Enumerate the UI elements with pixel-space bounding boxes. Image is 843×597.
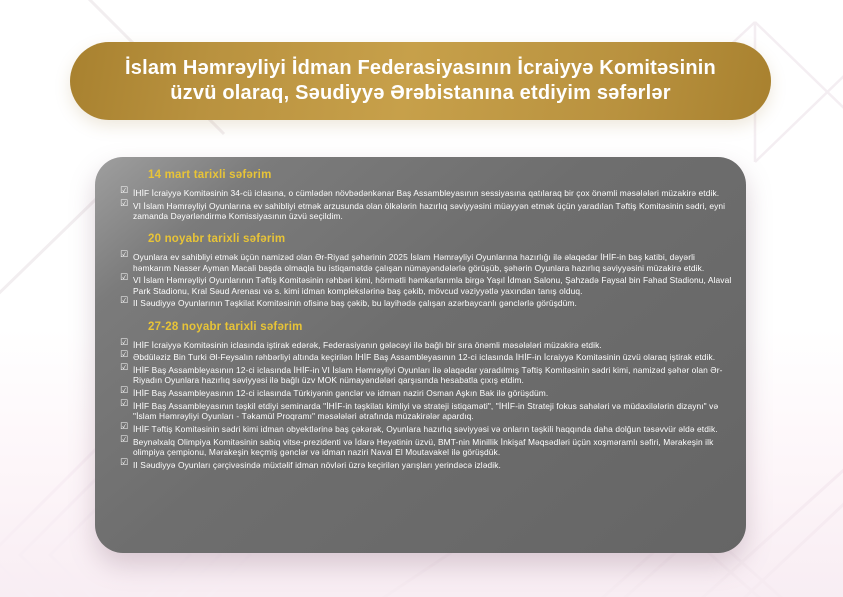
bullet-item [120,421,732,434]
checkbox-checked-icon: ☑ [120,457,129,468]
section-heading: 27-28 noyabr tarixli səfərim [148,320,303,333]
bullet-item [120,188,732,198]
checkbox-checked-icon: ☑ [120,273,129,284]
checkbox-checked-icon: ☑ [120,386,129,396]
bullet-text: İHİF Baş Assambleyasının 12-ci iclasında Türkiyənin gənclər və idman naziri Osman Aşkın Bak ilə görüşdüm. [133,388,549,398]
bullet-text: Əbdüləziz Bin Turki Əl-Feysalın rəhbərliyi altında keçirilən İHİF Baş Assambleyasının 12-ci iclasında İHİF-in İcraiyyə Komitəsinin üzvü olaraq iştirak etdik. [133,352,716,363]
trip-section [120,321,732,470]
bullet-item [120,434,732,458]
bullet-text: VI İslam Həmrəyliyi Oyunlarına ev sahibliyi etmək arzusunda olan ölkələrin hazırlıq səviyyəsini müəyyən etmək üçün yaradılan Təftiş Komitəsinin sədri, eyni zamanda Dəyərləndirmə Komissiyasının üzvü seçildim. [133,200,726,221]
bullet-item [120,275,732,296]
section-heading: 20 noyabr tarixli səfərim [148,233,286,246]
bullet-item [120,398,732,422]
section-heading: 14 mart tarixli səfərim [148,169,272,181]
bullet-item [120,252,732,273]
bullet-list [120,252,732,308]
trip-section [120,233,732,308]
title-banner [70,42,771,120]
trip-section [120,169,732,221]
page-title-line-2: üzvü olaraq, Səudiyyə Ərəbistanına etdiyim səfərlər [170,82,671,104]
bullet-text: İHİF Təftiş Komitəsinin sədri kimi idman obyektlərinə baş çəkərək, Oyunlara hazırlıq səviyyəsi və onların təşkili haqqında daha dolğun təsəvvür əldə etdik. [133,423,718,434]
bullet-text: İHİF İcraiyyə Komitəsinin iclasında iştirak edərək, Federasiyanın gələcəyi ilə bağlı bir sıra önəmli məsələləri müzakirə etdik. [133,339,602,350]
checkbox-checked-icon: ☑ [120,398,129,409]
checkbox-checked-icon: ☑ [120,350,129,361]
bullet-list [120,188,732,221]
bullet-item [120,198,732,222]
checkbox-checked-icon: ☑ [120,363,129,373]
bullet-item [120,365,732,386]
bullet-item [120,457,732,470]
bullet-item [120,352,732,362]
bullet-item [120,337,732,350]
content-panel [95,157,746,553]
checkbox-checked-icon: ☑ [120,296,129,307]
bullet-text: Beynəlxalq Olimpiya Komitəsinin sabiq vitse-prezidenti və İdarə Heyətinin üzvü, BMT-nin Minillik İnkişaf Məqsədləri üçün xoşməramlı səfiri, Mərakeşin ilk olimpiya çempionu, Mərakeşin keçmiş gənclər və idman naziri Naval El Moutavakel ilə görüşdük. [133,436,714,457]
checkbox-checked-icon: ☑ [120,186,129,196]
bullet-text: II Səudiyyə Oyunları çərçivəsində müxtəlif idman növləri üzrə keçirilən yarışları yerindəcə izlədik. [133,459,501,470]
bullet-list [120,337,732,470]
checkbox-checked-icon: ☑ [120,421,129,432]
page-title-line-1: İslam Həmrəyliyi İdman Federasiyasının İcraiyyə Komitəsinin [125,56,716,79]
bullet-item [120,298,732,308]
bullet-text: II Səudiyyə Oyunlarının Təşkilat Komitəsinin ofisinə baş çəkib, bu layihədə çalışan azərbaycanlı gənclərlə görüşdüm. [133,298,577,309]
checkbox-checked-icon: ☑ [120,250,129,261]
bullet-text: İHİF Baş Assambleyasının təşkil etdiyi seminarda "İHİF-in təşkilatı kimliyi və strateji istiqaməti", "İHİF-in Strateji fokus sahələri və müdaxilələrin dizaynı" və "İslam Həmrəyliyi Oyunları - Təkamül Proqramı" məsələləri ətrafında müzakirələr apardıq. [133,400,719,421]
bullet-text: İHİF İcraiyyə Komitəsinin 34-cü iclasına, o cümlədən növbədənkənar Baş Assambleyasının sessiyasına qatılaraq bir çox önəmli məsələləri müzakirə etdik. [133,188,720,198]
bullet-text: Oyunlara ev sahibliyi etmək üçün namizəd olan Ər-Riyad şəhərinin 2025 İslam Həmrəyliyi Oyunlarına hazırlığı ilə əlaqədar İHİF-in baş katibi, dəyərli həmkarım Nasser Ayman Macali başda olmaqla bu istiqamətdə çalışan nümayəndələrlə görüşüb, şəhərin Oyunlara hazırlıq səviyyəsini müzakirə etdik. [133,252,705,273]
checkbox-checked-icon: ☑ [120,337,129,348]
page-title [125,56,716,106]
bullet-text: İHİF Baş Assambleyasının 12-ci iclasında İHİF-in VI İslam Həmrəyliyi Oyunları ilə əlaqədar yaradılmış Təftiş Komitəsinin sədri kimi, namizəd şəhər olan Ər-Riyadın Oyunlara hazırlıq səviyyəsi ilə bağlı üzv MOK nümayəndələri qarşısında hesabatla çıxış etdim. [133,365,723,386]
checkbox-checked-icon: ☑ [120,434,129,445]
bullet-item [120,388,732,398]
checkbox-checked-icon: ☑ [120,198,129,209]
bullet-text: VI İslam Həmrəyliyi Oyunlarının Təftiş Komitəsinin rəhbəri kimi, hörmətli həmkarlarımla birgə Yaşıl İdman Salonu, Şahzadə Faysal bin Fahad Stadionu, Alaval Park Stadionu, Kral Səud Arenası və s. kimi idman komplekslərinə baş çəkib, mövcud vəziyyətlə yaxından tanış olduq. [133,275,732,296]
